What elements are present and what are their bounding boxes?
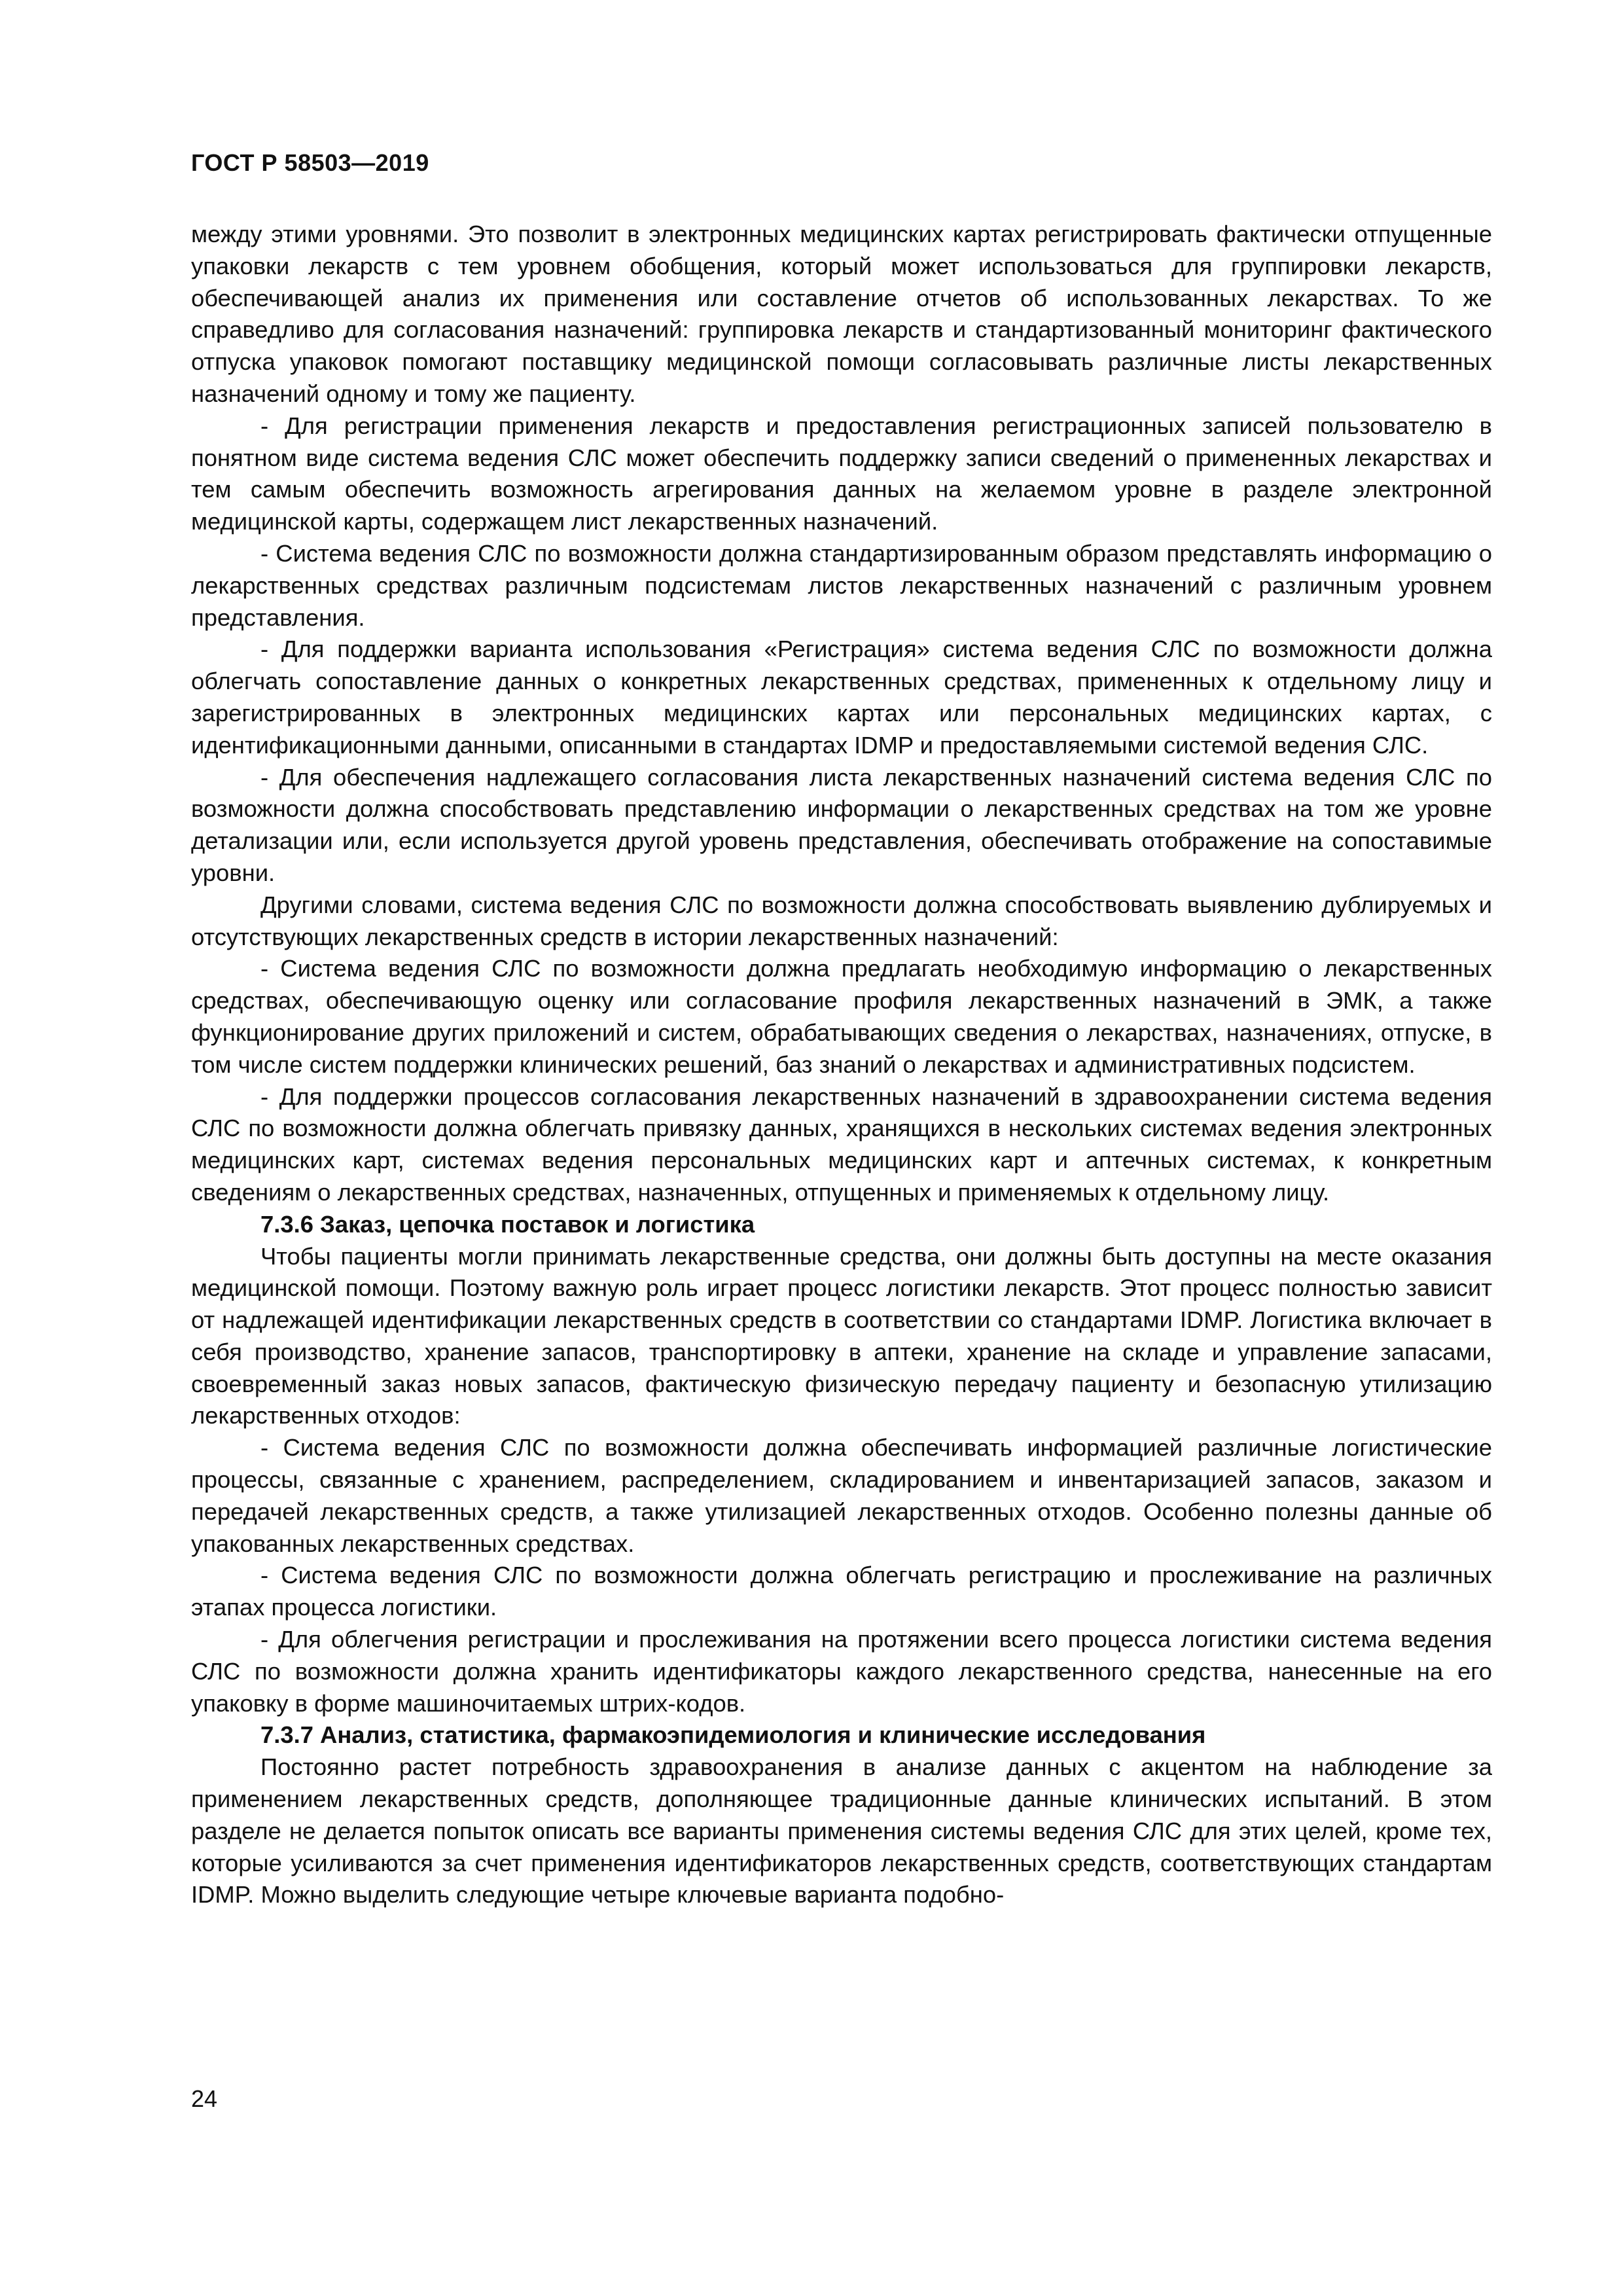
list-item: - Для облегчения регистрации и прослеживания на протяжении всего процесса логистики система ведения СЛС по возможности должна хранить идентификаторы каждого лекарственного средства, нанесенные на его упаковку в форме машиночитаемых штрих-кодов. (191, 1626, 1492, 1717)
paragraph: между этими уровнями. Это позволит в электронных медицинских картах регистрировать фактически отпущенные упаковки лекарств с тем уровнем обобщения, который может использоваться для группировки лекарств, обеспечивающей анализ их применения или составление отчетов об использованных лекарствах. То же справедливо для согласования назначений: группировка лекарств и стандартизованный мониторинг фактического отпуска упаковок помогают поставщику медицинской помощи согласовывать различные листы лекарственных назначений одному и тому же пациенту. (191, 221, 1492, 407)
list-item: - Система ведения СЛС по возможности должна стандартизированным образом представлять информацию о лекарственных средствах различным подсистемам листов лекарственных назначений с различным уровнем представления. (191, 539, 1492, 631)
list-item: - Для поддержки варианта использования «Регистрация» система ведения СЛС по возможности должна облегчать сопоставление данных о конкретных лекарственных средствах, примененных к отдельному лицу и зарегистрированных в электронных медицинских картах или персональных медицинских картах, с идентификационными данными, описанными в стандартах IDMP и предоставляемыми системой ведения СЛС. (191, 636, 1492, 759)
list-item: - Система ведения СЛС по возможности должна предлагать необходимую информацию о лекарственных средствах, обеспечивающую оценку или согласование профиля лекарственных назначений в ЭМК, а также функционирование других приложений и систем, обрабатывающих сведения о лекарствах, назначениях, отпуске, в том числе систем поддержки клинических решений, баз знаний о лекарствах и административных подсистем. (191, 955, 1492, 1078)
paragraph: Чтобы пациенты могли принимать лекарственные средства, они должны быть доступны на месте оказания медицинской помощи. Поэтому важную роль играет процесс логистики лекарств. Этот процесс полностью зависит от надлежащей идентификации лекарственных средств в соответствии со стандартами IDMP. Логистика включает в себя производство, хранение запасов, транспортировку в аптеки, хранение на складе и управление запасами, своевременный заказ новых запасов, фактическую физическую передачу пациенту и безопасную утилизацию лекарственных отходов: (191, 1242, 1492, 1429)
list-item: - Для обеспечения надлежащего согласования листа лекарственных назначений система ведения СЛС по возможности должна способствовать представлению информации о лекарственных средствах на том же уровне детализации или, если используется другой уровень представления, обеспечивать отображение на сопоставимые уровни. (191, 763, 1492, 886)
list-item: - Система ведения СЛС по возможности должна обеспечивать информацией различные логистические процессы, связанные с хранением, распределением, складированием и инвентаризацией запасов, заказом и передачей лекарственных средств, а также утилизацией лекарственных отходов. Особенно полезны данные об упакованных лекарственных средствах. (191, 1434, 1492, 1557)
list-item: - Система ведения СЛС по возможности должна облегчать регистрацию и прослеживание на различных этапах процесса логистики. (191, 1562, 1492, 1621)
section-heading-7-3-7: 7.3.7 Анализ, статистика, фармакоэпидемиология и клинические исследования (260, 1721, 1206, 1749)
paragraph: Другими словами, система ведения СЛС по возможности должна способствовать выявлению дублируемых и отсутствующих лекарственных средств в истории лекарственных назначений: (191, 891, 1492, 950)
list-item: - Для поддержки процессов согласования лекарственных назначений в здравоохранении система ведения СЛС по возможности должна облегчать привязку данных, хранящихся в нескольких системах ведения электронных медицинских карт, системах ведения персональных медицинских карт и аптечных системах, к конкретным сведениям о лекарственных средствах, назначенных, отпущенных и применяемых к отдельному лицу. (191, 1083, 1492, 1206)
paragraph: Постоянно растет потребность здравоохранения в анализе данных с акцентом на наблюдение за применением лекарственных средств, дополняющее традиционные данные клинических испытаний. В этом разделе не делается попыток описать все варианты применения системы ведения СЛС для этих целей, кроме тех, которые усиливаются за счет применения идентификаторов лекарственных средств, соответствующих стандартам IDMP. Можно выделить следующие четыре ключевые варианта подобно- (191, 1753, 1492, 1909)
section-heading-7-3-6: 7.3.6 Заказ, цепочка поставок и логистика (260, 1210, 755, 1238)
list-item: - Для регистрации применения лекарств и предоставления регистрационных записей пользователю в понятном виде система ведения СЛС может обеспечить поддержку записи сведений о примененных лекарствах и тем самым обеспечить возможность агрегирования данных на желаемом уровне в разделе электронной медицинской карты, содержащем лист лекарственных назначений. (191, 412, 1492, 535)
document-body (191, 219, 1492, 1911)
page-number: 24 (191, 2085, 218, 2112)
page-header-standard-id: ГОСТ Р 58503—2019 (191, 149, 429, 176)
